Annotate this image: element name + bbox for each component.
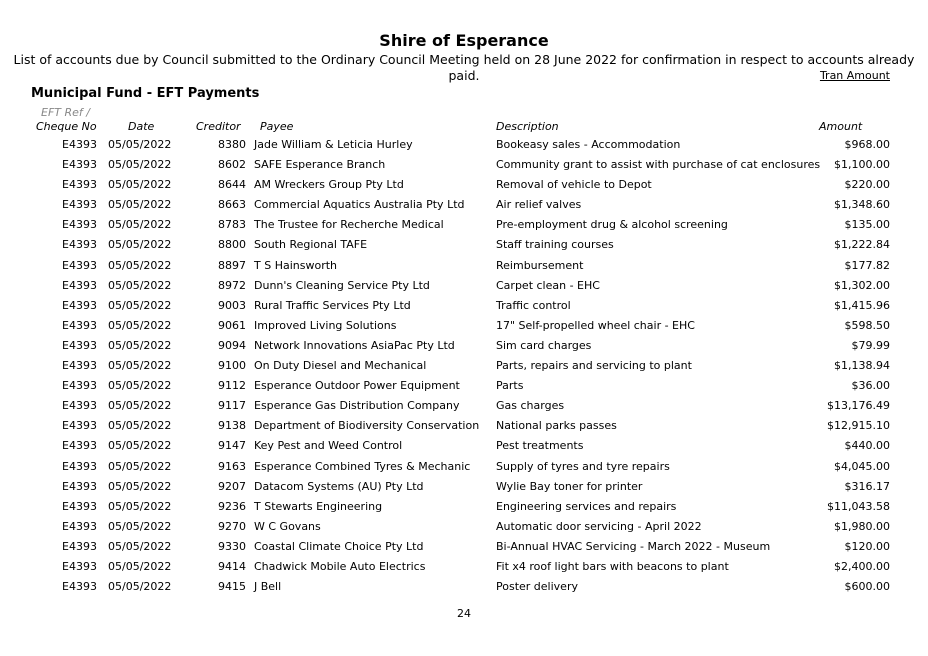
table-row [0, 477, 928, 497]
description-cell: Air relief valves [496, 198, 582, 212]
cheque-no-cell: E4393 [62, 419, 97, 433]
date-cell: 05/05/2022 [108, 539, 172, 553]
amount-cell: $1,348.60 [834, 198, 890, 212]
table-row [0, 537, 928, 557]
payee-cell: Datacom Systems (AU) Pty Ltd [254, 479, 424, 493]
cheque-no-cell: E4393 [62, 318, 97, 332]
payee-cell: Rural Traffic Services Pty Ltd [254, 298, 411, 312]
document-title: Shire of Esperance [379, 31, 549, 50]
amount-cell: $600.00 [844, 580, 890, 594]
description-cell: Carpet clean - EHC [496, 278, 600, 292]
amount-cell: $177.82 [844, 258, 890, 272]
description-cell: Pre-employment drug & alcohol screening [496, 218, 728, 232]
cheque-no-cell: E4393 [62, 238, 97, 252]
date-cell: 05/05/2022 [108, 479, 172, 493]
description-cell: Removal of vehicle to Depot [496, 178, 652, 192]
date-cell: 05/05/2022 [108, 238, 172, 252]
amount-cell: $11,043.58 [827, 499, 890, 513]
payee-cell: On Duty Diesel and Mechanical [254, 359, 427, 373]
cheque-no-cell: E4393 [62, 479, 97, 493]
amount-cell: $598.50 [844, 318, 890, 332]
cheque-no-cell: E4393 [62, 439, 97, 453]
payee-cell: Chadwick Mobile Auto Electrics [254, 559, 426, 573]
table-row [0, 517, 928, 537]
amount-cell: $79.99 [851, 338, 890, 352]
amount-cell: $120.00 [844, 539, 890, 553]
cheque-no-cell: E4393 [62, 218, 97, 232]
payee-cell: Dunn's Cleaning Service Pty Ltd [254, 278, 430, 292]
payee-cell: J Bell [254, 580, 282, 594]
cheque-no-cell: E4393 [62, 499, 97, 513]
description-cell: Bi-Annual HVAC Servicing - March 2022 - Museum [496, 539, 771, 553]
creditor-cell: 8800 [218, 238, 246, 252]
table-row [0, 577, 928, 597]
table-row [0, 416, 928, 436]
payee-cell: South Regional TAFE [254, 238, 368, 252]
creditor-cell: 8783 [218, 218, 246, 232]
cheque-no-cell: E4393 [62, 539, 97, 553]
table-row [0, 557, 928, 577]
cheque-no-cell: E4393 [62, 379, 97, 393]
description-cell: National parks passes [496, 419, 617, 433]
description-cell: Fit x4 roof light bars with beacons to plant [496, 559, 729, 573]
cheque-no-cell: E4393 [62, 519, 97, 533]
payee-cell: Key Pest and Weed Control [254, 439, 403, 453]
creditor-cell: 9207 [218, 479, 246, 493]
creditor-cell: 9112 [218, 379, 246, 393]
creditor-cell: 8644 [218, 178, 246, 192]
payee-cell: Improved Living Solutions [254, 318, 397, 332]
tran-amount-label: Tran Amount [819, 69, 890, 82]
creditor-cell: 8380 [218, 138, 246, 151]
table-row [0, 135, 928, 155]
table-row [0, 195, 928, 215]
table-row [0, 396, 928, 416]
payee-cell: T S Hainsworth [254, 258, 337, 272]
amount-cell: $12,915.10 [827, 419, 890, 433]
table-row [0, 175, 928, 195]
table-row [0, 336, 928, 356]
description-cell: Engineering services and repairs [496, 499, 677, 513]
amount-cell: $1,222.84 [834, 238, 890, 252]
cheque-no-cell: E4393 [62, 258, 97, 272]
column-header-payee: Payee [260, 120, 294, 133]
payee-cell: Esperance Gas Distribution Company [254, 399, 460, 413]
date-cell: 05/05/2022 [108, 519, 172, 533]
description-cell: Gas charges [496, 399, 565, 413]
description-cell: Wylie Bay toner for printer [496, 479, 643, 493]
page-number: 24 [457, 607, 471, 620]
table-row [0, 155, 928, 175]
amount-cell: $220.00 [844, 178, 890, 192]
creditor-cell: 9117 [218, 399, 246, 413]
column-header-eft-ref: EFT Ref / [41, 106, 90, 119]
creditor-cell: 9138 [218, 419, 246, 433]
cheque-no-cell: E4393 [62, 559, 97, 573]
amount-cell: $36.00 [851, 379, 890, 393]
payee-cell: W C Govans [254, 519, 321, 533]
amount-cell: $440.00 [844, 439, 890, 453]
amount-cell: $1,302.00 [834, 278, 890, 292]
date-cell: 05/05/2022 [108, 198, 172, 212]
amount-cell: $13,176.49 [827, 399, 890, 413]
description-cell: Supply of tyres and tyre repairs [496, 459, 670, 473]
column-header-description: Description [496, 120, 559, 133]
date-cell: 05/05/2022 [108, 218, 172, 232]
amount-cell: $968.00 [844, 138, 890, 151]
payee-cell: SAFE Esperance Branch [254, 158, 386, 172]
table-row [0, 316, 928, 336]
cheque-no-cell: E4393 [62, 278, 97, 292]
date-cell: 05/05/2022 [108, 359, 172, 373]
amount-cell: $1,100.00 [834, 158, 890, 172]
cheque-no-cell: E4393 [62, 298, 97, 312]
date-cell: 05/05/2022 [108, 258, 172, 272]
description-cell: Poster delivery [496, 580, 578, 594]
column-header-cheque-no: Cheque No [36, 120, 97, 133]
description-cell: Bookeasy sales - Accommodation [496, 138, 681, 151]
date-cell: 05/05/2022 [108, 559, 172, 573]
date-cell: 05/05/2022 [108, 439, 172, 453]
creditor-cell: 9236 [218, 499, 246, 513]
payee-cell: Commercial Aquatics Australia Pty Ltd [254, 198, 465, 212]
cheque-no-cell: E4393 [62, 359, 97, 373]
date-cell: 05/05/2022 [108, 298, 172, 312]
payee-cell: Department of Biodiversity Conservation [254, 419, 480, 433]
creditor-cell: 8602 [218, 158, 246, 172]
date-cell: 05/05/2022 [108, 338, 172, 352]
creditor-cell: 9003 [218, 298, 246, 312]
amount-cell: $135.00 [844, 218, 890, 232]
cheque-no-cell: E4393 [62, 178, 97, 192]
date-cell: 05/05/2022 [108, 278, 172, 292]
table-row [0, 296, 928, 316]
creditor-cell: 8972 [218, 278, 246, 292]
payee-cell: T Stewarts Engineering [254, 499, 383, 513]
date-cell: 05/05/2022 [108, 138, 172, 151]
description-cell: 17" Self-propelled wheel chair - EHC [496, 318, 695, 332]
description-cell: Staff training courses [496, 238, 614, 252]
creditor-cell: 9163 [218, 459, 246, 473]
table-row [0, 356, 928, 376]
payee-cell: Coastal Climate Choice Pty Ltd [254, 539, 424, 553]
date-cell: 05/05/2022 [108, 459, 172, 473]
cheque-no-cell: E4393 [62, 158, 97, 172]
payee-cell: Jade William & Leticia Hurley [254, 138, 413, 151]
date-cell: 05/05/2022 [108, 399, 172, 413]
table-row [0, 376, 928, 396]
description-cell: Parts [496, 379, 524, 393]
table-row [0, 215, 928, 235]
description-cell: Parts, repairs and servicing to plant [496, 359, 692, 373]
amount-cell: $1,415.96 [834, 298, 890, 312]
payee-cell: AM Wreckers Group Pty Ltd [254, 178, 404, 192]
creditor-cell: 9094 [218, 338, 246, 352]
cheque-no-cell: E4393 [62, 138, 97, 151]
creditor-cell: 9100 [218, 359, 246, 373]
payee-cell: Network Innovations AsiaPac Pty Ltd [254, 338, 455, 352]
creditor-cell: 9415 [218, 580, 246, 594]
amount-cell: $1,138.94 [834, 359, 890, 373]
description-cell: Automatic door servicing - April 2022 [496, 519, 702, 533]
table-row [0, 457, 928, 477]
column-header-creditor: Creditor [196, 120, 241, 133]
description-cell: Pest treatments [496, 439, 584, 453]
amount-cell: $316.17 [844, 479, 890, 493]
date-cell: 05/05/2022 [108, 580, 172, 594]
payee-cell: Esperance Combined Tyres & Mechanic [254, 459, 471, 473]
payee-cell: The Trustee for Recherche Medical [254, 218, 444, 232]
cheque-no-cell: E4393 [62, 580, 97, 594]
description-cell: Sim card charges [496, 338, 592, 352]
date-cell: 05/05/2022 [108, 178, 172, 192]
description-cell: Traffic control [496, 298, 571, 312]
cheque-no-cell: E4393 [62, 399, 97, 413]
column-header-amount: Amount [819, 120, 863, 133]
creditor-cell: 9414 [218, 559, 246, 573]
cheque-no-cell: E4393 [62, 198, 97, 212]
date-cell: 05/05/2022 [108, 318, 172, 332]
date-cell: 05/05/2022 [108, 419, 172, 433]
amount-cell: $1,980.00 [834, 519, 890, 533]
cheque-no-cell: E4393 [62, 338, 97, 352]
date-cell: 05/05/2022 [108, 499, 172, 513]
table-row [0, 436, 928, 456]
creditor-cell: 9061 [218, 318, 246, 332]
column-header-date: Date [128, 120, 155, 133]
date-cell: 05/05/2022 [108, 379, 172, 393]
creditor-cell: 9147 [218, 439, 246, 453]
creditor-cell: 8897 [218, 258, 246, 272]
creditor-cell: 8663 [218, 198, 246, 212]
table-row [0, 276, 928, 296]
payments-table [0, 135, 928, 597]
amount-cell: $4,045.00 [834, 459, 890, 473]
amount-cell: $2,400.00 [834, 559, 890, 573]
section-title: Municipal Fund - EFT Payments [31, 86, 260, 101]
document-subtitle: List of accounts due by Council submitted to the Ordinary Council Meeting held on 28 June 2022 for confirmation in respect to accounts already paid. [13, 52, 915, 83]
date-cell: 05/05/2022 [108, 158, 172, 172]
description-cell: Reimbursement [496, 258, 584, 272]
payee-cell: Esperance Outdoor Power Equipment [254, 379, 460, 393]
creditor-cell: 9330 [218, 539, 246, 553]
table-row [0, 235, 928, 255]
creditor-cell: 9270 [218, 519, 246, 533]
table-row [0, 256, 928, 276]
table-row [0, 497, 928, 517]
cheque-no-cell: E4393 [62, 459, 97, 473]
description-cell: Community grant to assist with purchase of cat enclosures [496, 158, 821, 172]
